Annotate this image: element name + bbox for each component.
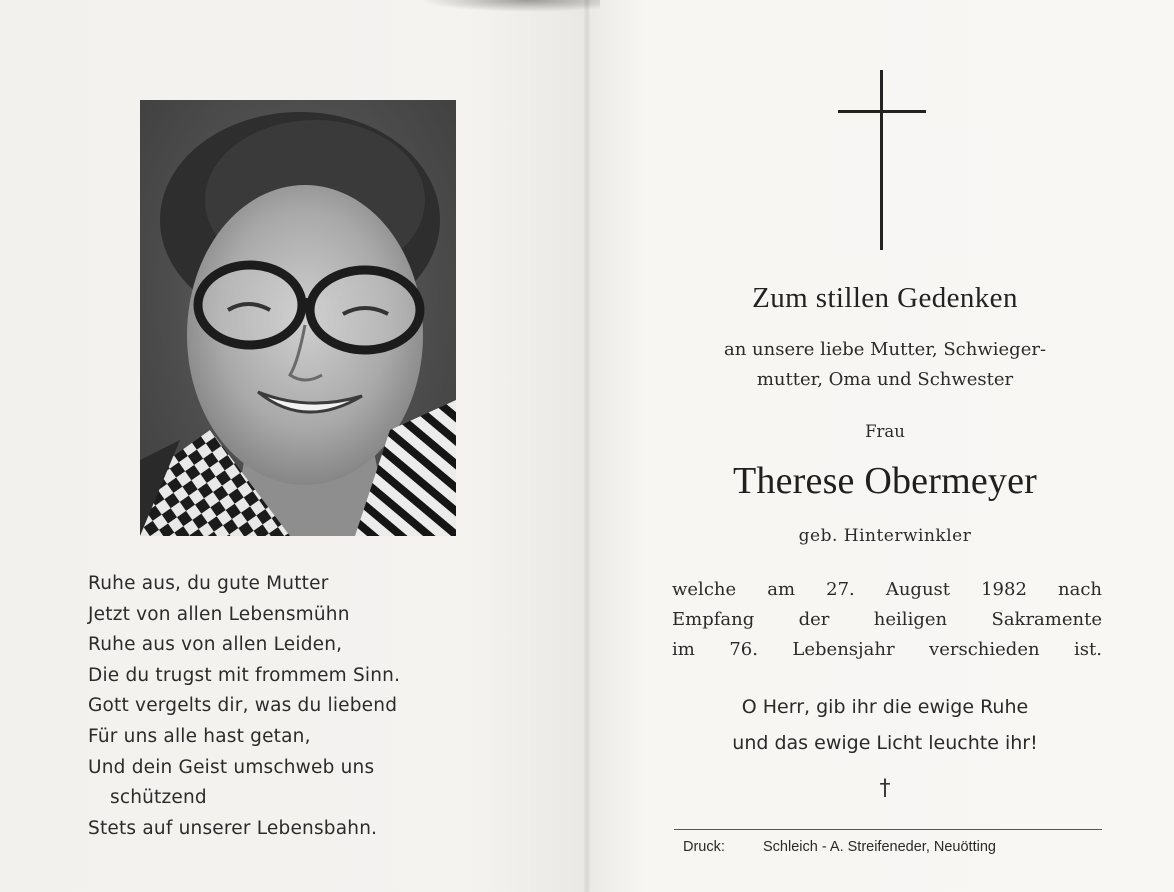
poem-line: Stets auf unserer Lebensbahn. <box>88 817 378 839</box>
heading: Zum stillen Gedenken <box>752 282 1018 314</box>
top-shadow <box>420 0 600 12</box>
printer-name: Schleich - A. Streifeneder, Neuötting <box>763 839 996 855</box>
dagger-icon: † <box>879 776 891 801</box>
portrait-photo <box>140 100 456 536</box>
death-notice-line: welche am 27. August 1982 nach <box>672 579 1102 600</box>
printer-label: Druck: <box>683 839 725 855</box>
poem-line: Ruhe aus von allen Leiden, <box>88 634 343 656</box>
honorific: Frau <box>865 422 905 441</box>
printer-credit <box>683 839 1103 855</box>
intro-text <box>660 335 1110 395</box>
death-notice-line: Empfang der heiligen Sakramente <box>672 609 1102 630</box>
death-notice <box>672 575 1102 665</box>
poem-line: Die du trugst mit frommem Sinn. <box>88 664 401 686</box>
prayer-line: O Herr, gib ihr die ewige Ruhe <box>741 696 1029 718</box>
poem-line: Ruhe aus, du gute Mutter <box>88 573 329 594</box>
intro-line: mutter, Oma und Schwester <box>756 369 1014 390</box>
card-fold <box>584 0 590 892</box>
poem-line: schützend <box>110 787 207 809</box>
poem-line: Für uns alle hast getan, <box>88 725 311 747</box>
memorial-poem <box>88 569 548 844</box>
divider <box>674 829 1102 830</box>
poem-line: Und dein Geist umschweb uns <box>88 756 375 778</box>
portrait-illustration <box>140 100 456 536</box>
poem-line: Gott vergelts dir, was du liebend <box>88 695 398 717</box>
prayer-line: und das ewige Licht leuchte ihr! <box>732 732 1038 754</box>
intro-line: an unsere liebe Mutter, Schwieger- <box>723 339 1047 360</box>
poem-line: Jetzt von allen Lebensmühn <box>88 603 350 625</box>
death-notice-line: im 76. Lebensjahr verschieden ist. <box>672 639 1102 660</box>
prayer <box>660 689 1110 761</box>
maiden-name: geb. Hinterwinkler <box>798 526 972 546</box>
deceased-name: Therese Obermeyer <box>732 460 1038 502</box>
cross-icon <box>838 70 926 250</box>
